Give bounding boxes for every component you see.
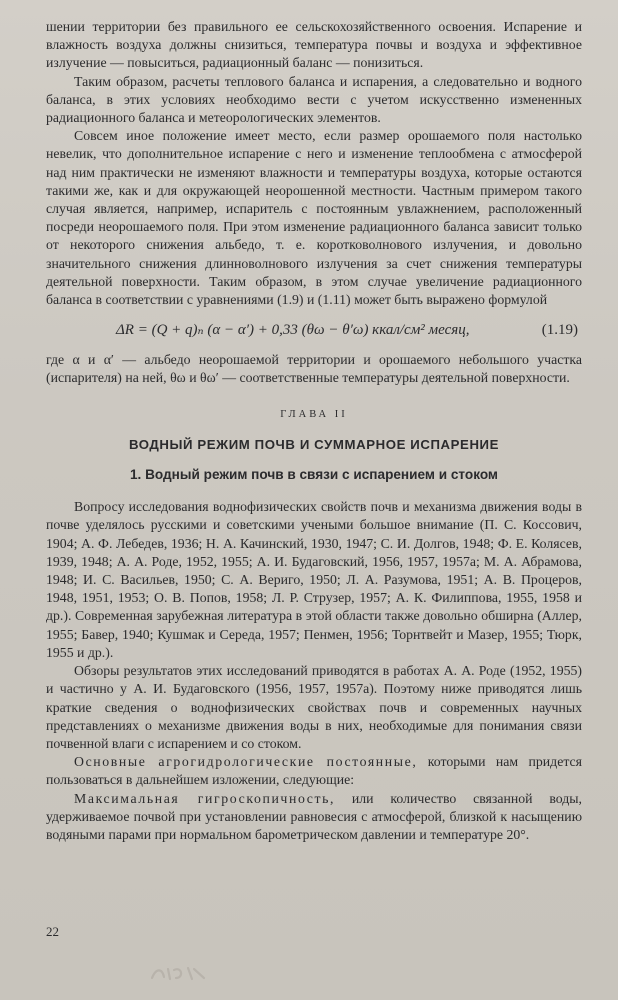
formula-expression: ΔR = (Q + q)ₙ (α − α′) + 0,33 (θω − θ′ω) ккал/см² месяц, <box>116 322 470 339</box>
chapter-label: ГЛАВА II <box>280 408 348 420</box>
paragraph-1: шении территории без правильного ее сельскохозяйственного освоения. Испарение и влажность воздуха должны снизиться, температура почвы и воздуха и эффективное излучение — повыситься, радиационный баланс — понизиться. <box>46 19 582 71</box>
paragraph-4: где α и α′ — альбедо неорошаемой территории и орошаемого небольшого участка (испарителя) на ней, θω и θω′ — соответственные температуры деятельной поверхности. <box>46 352 582 386</box>
section-title: 1. Водный режим почв в связи с испарением и стоком <box>130 467 498 483</box>
chapter-title: ВОДНЫЙ РЕЖИМ ПОЧВ И СУММАРНОЕ ИСПАРЕНИЕ <box>128 436 500 452</box>
page-content <box>46 18 582 844</box>
paragraph-3: Совсем иное положение имеет место, если размер орошаемого поля настолько невелик, что дополнительное испарение с него и изменение теплообмена с атмосферой над ним практически не изменяют влажности и температуры воздуха, которые остаются такими же, как и для окружающей неорошенной местности. Частным примером такого случая является, например, испаритель с постоянным увлажнением, расположенный посреди неорошаемого поля. При этом изменение радиационного баланса зависит только от некоторого снижения альбедо, т. е. коротковолнового излучения, и довольно значительного снижения длинноволнового излучения за счет снижения температуры деятельной поверхности. Таким образом, в этом случае увеличение радиационного баланса в соответствии с уравнениями (1.9) и (1.11) может быть выражено формулой <box>46 128 582 308</box>
paragraph-5: Вопросу исследования воднофизических свойств почв и механизма движения воды в почве уделялось русскими и советскими учеными большое внимание (П. С. Коссович, 1904; А. Ф. Лебедев, 1936; Н. А. Качинский, 1930, 1947; С. И. Долгов, 1948; Ф. Е. Колясев, 1939, 1948; А. А. Роде, 1952, 1955; А. И. Будаговский, 1956, 1957, 1957а; М. А. Абрамова, 1948; И. С. Васильев, 1950; С. А. Вериго, 1950; Л. А. Разумова, 1951; А. В. Процеров, 1948, 1951, 1953; О. В. Попов, 1958; Л. Р. Струзер, 1957; А. К. Филиппова, 1955, 1958 и др.). Современная зарубежная литература в этой области также довольно обширна (Аллер, 1955; Бавер, 1940; Кушмак и Середа, 1957; Пенмен, 1956; Торнтвейт и Мазер, 1955; Тюрк, 1955 и др.). <box>46 499 582 660</box>
faded-stamp-mark <box>148 962 210 984</box>
spaced-term-hygroscopicity: Максимальная гигроскопичность, <box>74 790 336 806</box>
paragraph-7 <box>46 753 582 789</box>
paragraph-2: Таким образом, расчеты теплового баланса и испарения, а следовательно и водного баланса, в этих условиях необходимо вести с учетом искусственно измененных радиационного баланса и метеорологических элементов. <box>46 73 582 126</box>
paragraph-8-rest: или количество связанной воды, удерживаемое почвой при установлении равновесия с атмосферой, близкой к насыщению водяными парами при нормальном барометрическом давлении и температуре 20°. <box>46 790 582 842</box>
page-number: 22 <box>46 924 59 939</box>
paragraph-7-rest: которыми нам придется пользоваться в дальнейшем изложении, следующие: <box>46 754 582 788</box>
paragraph-8 <box>46 790 582 845</box>
spaced-term-constants: Основные агрогидрологические постоянные, <box>74 754 418 770</box>
formula-number: (1.19) <box>541 322 578 339</box>
paragraph-6: Обзоры результатов этих исследований приводятся в работах А. А. Роде (1952, 1955) и частично у А. И. Будаговского (1956, 1957, 1957а). Поэтому ниже приводятся лишь краткие сведения о воднофизических свойствах почв и современных научных представлениях о механизме движения воды в них, необходимые для понимания связи почвенной влаги с испарением и со стоком. <box>46 663 582 751</box>
formula-1-19 <box>46 317 582 345</box>
